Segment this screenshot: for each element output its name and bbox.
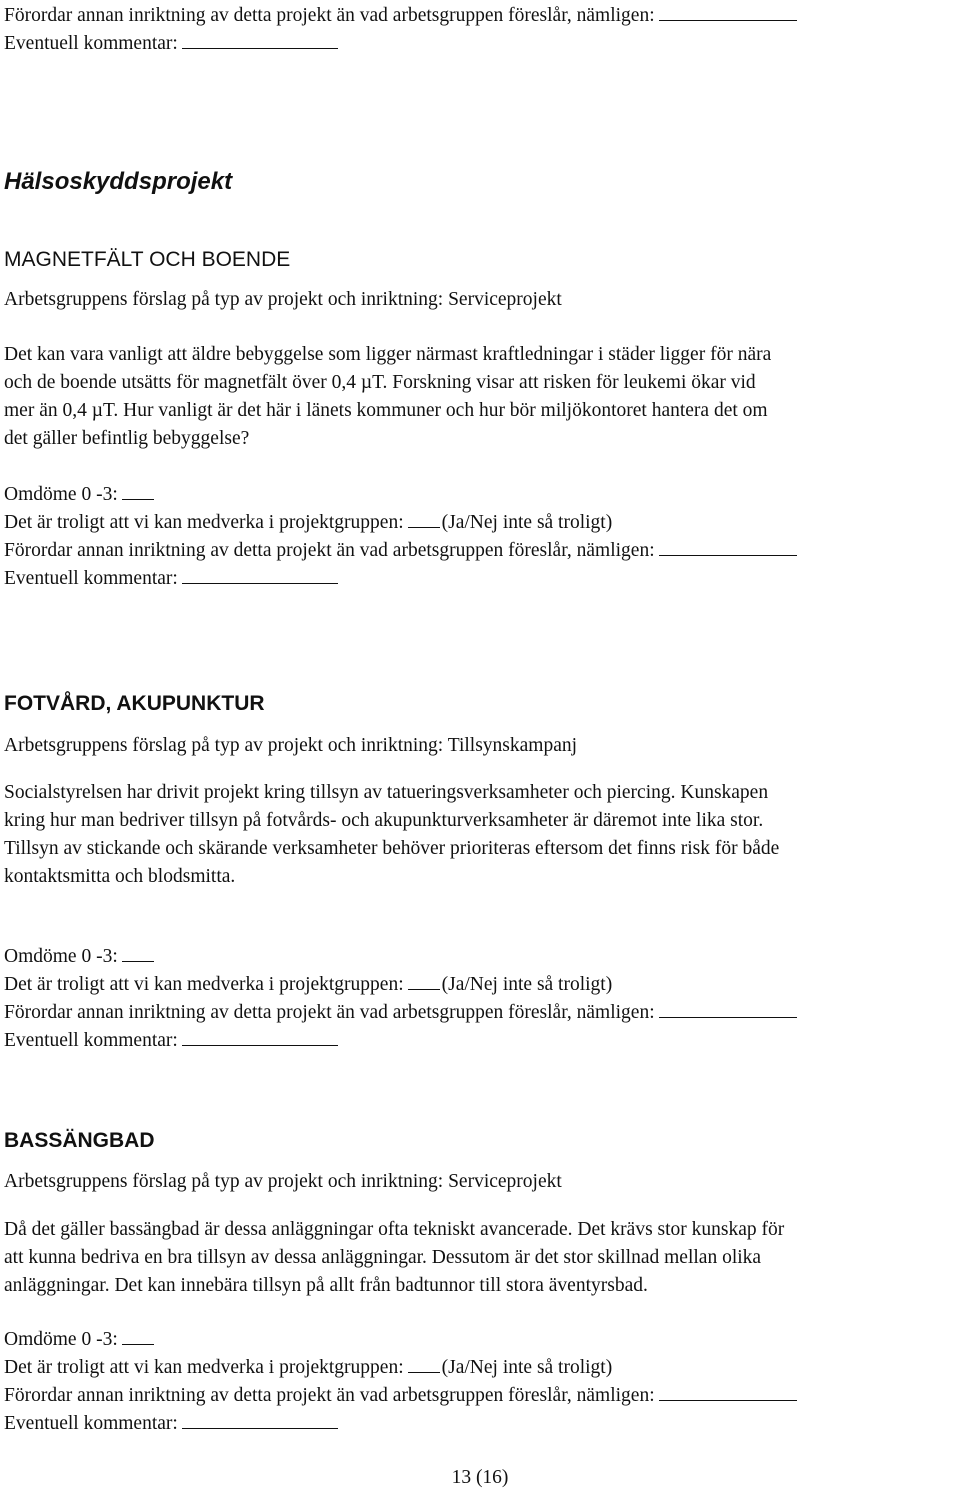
magnet-proposal: Arbetsgruppens förslag på typ av projekt och inriktning: Serviceprojekt — [4, 289, 562, 310]
magnet-body-line: Det kan vara vanligt att äldre bebyggelse som ligger närmast kraftledningar i städer ligger för nära — [4, 344, 772, 365]
bassang-cooperate-line — [4, 1354, 612, 1382]
magnet-rating-line — [4, 481, 154, 509]
rating-label: Omdöme 0 -3: — [4, 484, 118, 505]
comment-blank[interactable] — [182, 48, 338, 49]
cooperate-label: Det är troligt att vi kan medverka i projektgruppen: — [4, 1357, 404, 1378]
bassang-prefer-line — [4, 1382, 797, 1410]
cooperate-label: Det är troligt att vi kan medverka i projektgruppen: — [4, 512, 404, 533]
comment-blank[interactable] — [182, 1428, 338, 1429]
fotvard-body-line: Socialstyrelsen har drivit projekt kring tillsyn av tatueringsverksamheter och piercing. Kunskapen — [4, 782, 769, 803]
comment-label: Eventuell kommentar: — [4, 568, 178, 589]
fotvard-body-line: Tillsyn av stickande och skärande verksamheter behöver prioriteras eftersom det finns risk för både — [4, 838, 780, 859]
magnet-body-line: mer än 0,4 µT. Hur vanligt är det här i länets kommuner och hur bör miljökontoret hantera det om — [4, 400, 768, 421]
fotvard-prefer-line — [4, 999, 797, 1027]
comment-label: Eventuell kommentar: — [4, 33, 178, 54]
fotvard-comment-line — [4, 1027, 338, 1055]
bassang-comment-line — [4, 1410, 338, 1438]
bassang-title: BASSÄNGBAD — [4, 1129, 155, 1152]
rating-blank[interactable] — [122, 499, 154, 500]
cooperate-hint: (Ja/Nej inte så troligt) — [441, 1357, 613, 1378]
fotvard-title: FOTVÅRD, AKUPUNKTUR — [4, 692, 265, 715]
fotvard-proposal: Arbetsgruppens förslag på typ av projekt och inriktning: Tillsynskampanj — [4, 735, 578, 756]
cooperate-blank[interactable] — [408, 527, 440, 528]
magnet-title: MAGNETFÄLT OCH BOENDE — [4, 248, 291, 271]
comment-line — [4, 30, 338, 58]
fotvard-rating-line — [4, 943, 154, 971]
prefer-blank[interactable] — [659, 1400, 797, 1401]
cooperate-hint: (Ja/Nej inte så troligt) — [441, 512, 613, 533]
section-title: Hälsoskyddsprojekt — [4, 168, 233, 195]
prefer-line — [4, 2, 797, 30]
fotvard-cooperate-line — [4, 971, 612, 999]
fotvard-body-line: kontaktsmitta och blodsmitta. — [4, 866, 236, 887]
magnet-comment-line — [4, 565, 338, 593]
bassang-body-line: anläggningar. Det kan innebära tillsyn på allt från badtunnor till stora äventyrsbad. — [4, 1275, 648, 1296]
comment-label: Eventuell kommentar: — [4, 1413, 178, 1434]
fotvard-body-line: kring hur man bedriver tillsyn på fotvårds- och akupunkturverksamheter är däremot inte lika stor. — [4, 810, 764, 831]
page-number: 13 (16) — [451, 1467, 509, 1488]
bassang-proposal: Arbetsgruppens förslag på typ av projekt och inriktning: Serviceprojekt — [4, 1171, 562, 1192]
cooperate-blank[interactable] — [408, 1372, 440, 1373]
prefer-label: Förordar annan inriktning av detta projekt än vad arbetsgruppen föreslår, nämligen: — [4, 5, 655, 26]
magnet-prefer-line — [4, 537, 797, 565]
magnet-body-line: det gäller befintlig bebyggelse? — [4, 428, 250, 449]
comment-label: Eventuell kommentar: — [4, 1030, 178, 1051]
prefer-label: Förordar annan inriktning av detta projekt än vad arbetsgruppen föreslår, nämligen: — [4, 1002, 655, 1023]
prefer-label: Förordar annan inriktning av detta projekt än vad arbetsgruppen föreslår, nämligen: — [4, 540, 655, 561]
rating-blank[interactable] — [122, 1344, 154, 1345]
prefer-blank[interactable] — [659, 20, 797, 21]
cooperate-hint: (Ja/Nej inte så troligt) — [441, 974, 613, 995]
comment-blank[interactable] — [182, 1045, 338, 1046]
cooperate-blank[interactable] — [408, 989, 440, 990]
comment-blank[interactable] — [182, 583, 338, 584]
magnet-cooperate-line — [4, 509, 612, 537]
prefer-label: Förordar annan inriktning av detta projekt än vad arbetsgruppen föreslår, nämligen: — [4, 1385, 655, 1406]
rating-label: Omdöme 0 -3: — [4, 1329, 118, 1350]
bassang-body-line: att kunna bedriva en bra tillsyn av dessa anläggningar. Dessutom är det stor skillnad mellan olika — [4, 1247, 762, 1268]
prefer-blank[interactable] — [659, 1017, 797, 1018]
rating-blank[interactable] — [122, 961, 154, 962]
bassang-body-line: Då det gäller bassängbad är dessa anläggningar ofta tekniskt avancerade. Det krävs stor kunskap för — [4, 1219, 785, 1240]
rating-label: Omdöme 0 -3: — [4, 946, 118, 967]
prefer-blank[interactable] — [659, 555, 797, 556]
bassang-rating-line — [4, 1326, 154, 1354]
cooperate-label: Det är troligt att vi kan medverka i projektgruppen: — [4, 974, 404, 995]
magnet-body-line: och de boende utsätts för magnetfält över 0,4 µT. Forskning visar att risken för leukemi ökar vid — [4, 372, 756, 393]
